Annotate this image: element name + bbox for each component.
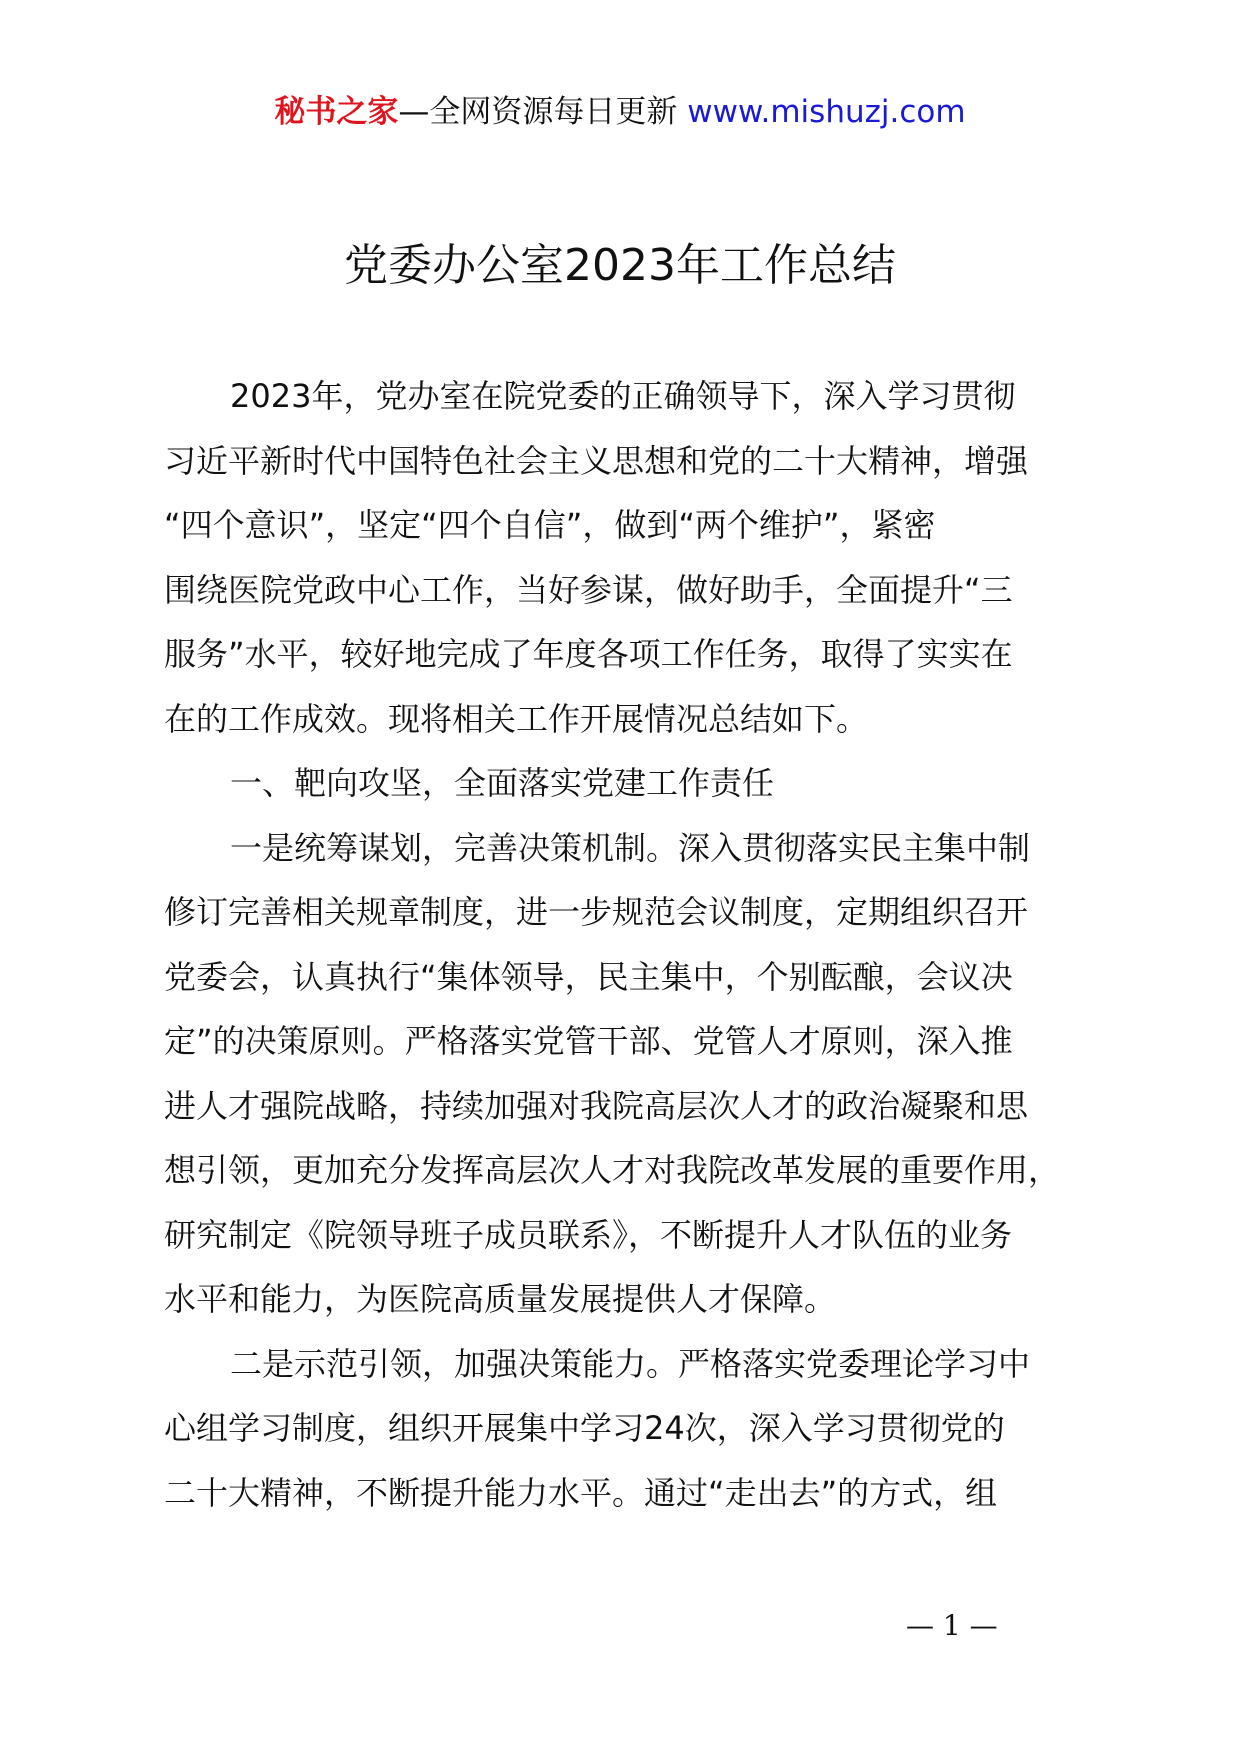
paragraph-line: 党委会，认真执行“集体领导，民主集中，个别酝酿，会议决 — [164, 957, 1013, 996]
paragraph-line: 心组学习制度，组织开展集中学习24次，深入学习贯彻党的 — [164, 1409, 1005, 1447]
paragraph-line: 想引领，更加充分发挥高层次人才对我院改革发展的重要作用， — [164, 1151, 1061, 1189]
paragraph-line: 水平和能力，为医院高质量发展提供人才保障。 — [164, 1280, 837, 1318]
section-heading: 一、靶向攻坚，全面落实党建工作责任 — [230, 764, 775, 802]
header-tagline: —全网资源每日更新 — [398, 94, 688, 130]
paragraph-line: 修订完善相关规章制度，进一步规范会议制度，定期组织召开 — [164, 893, 1029, 931]
brand-name: 秘书之家 — [274, 94, 399, 130]
paragraph-line: 习近平新时代中国特色社会主义思想和党的二十大精神，增强 — [164, 441, 1029, 480]
paragraph-line: “四个意识”，坚定“四个自信”，做到“两个维护”，紧密 — [164, 506, 936, 544]
paragraph-line: 服务”水平，较好地完成了年度各项工作任务，取得了实实在 — [164, 635, 1013, 673]
paragraph-line: 一是统筹谋划，完善决策机制。深入贯彻落实民主集中制 — [230, 828, 1031, 867]
paragraph-line: 二是示范引领，加强决策能力。严格落实党委理论学习中 — [230, 1344, 1031, 1383]
paragraph-line: 进人才强院战略，持续加强对我院高层次人才的政治凝聚和思 — [164, 1086, 1029, 1125]
site-header — [0, 92, 1240, 132]
paragraph-line: 2023年，党办室在院党委的正确领导下，深入学习贯彻 — [230, 377, 1016, 415]
document-title: 党委办公室2023年工作总结 — [344, 240, 896, 291]
paragraph-line: 二十大精神，不断提升能力水平。通过“走出去”的方式，组 — [164, 1473, 998, 1512]
paragraph-line: 在的工作成效。现将相关工作开展情况总结如下。 — [164, 699, 869, 738]
site-url[interactable]: www.mishuzj.com — [687, 94, 966, 130]
paragraph-line: 研究制定《院领导班子成员联系》，不断提升人才队伍的业务 — [164, 1215, 1013, 1254]
paragraph-line: 定”的决策原则。严格落实党管干部、党管人才原则，深入推 — [164, 1022, 1013, 1060]
paragraph-line: 围绕医院党政中心工作，当好参谋，做好助手，全面提升“三 — [164, 570, 1013, 609]
document-body — [164, 364, 1114, 1525]
page-number: — 1 — — [906, 1609, 998, 1642]
